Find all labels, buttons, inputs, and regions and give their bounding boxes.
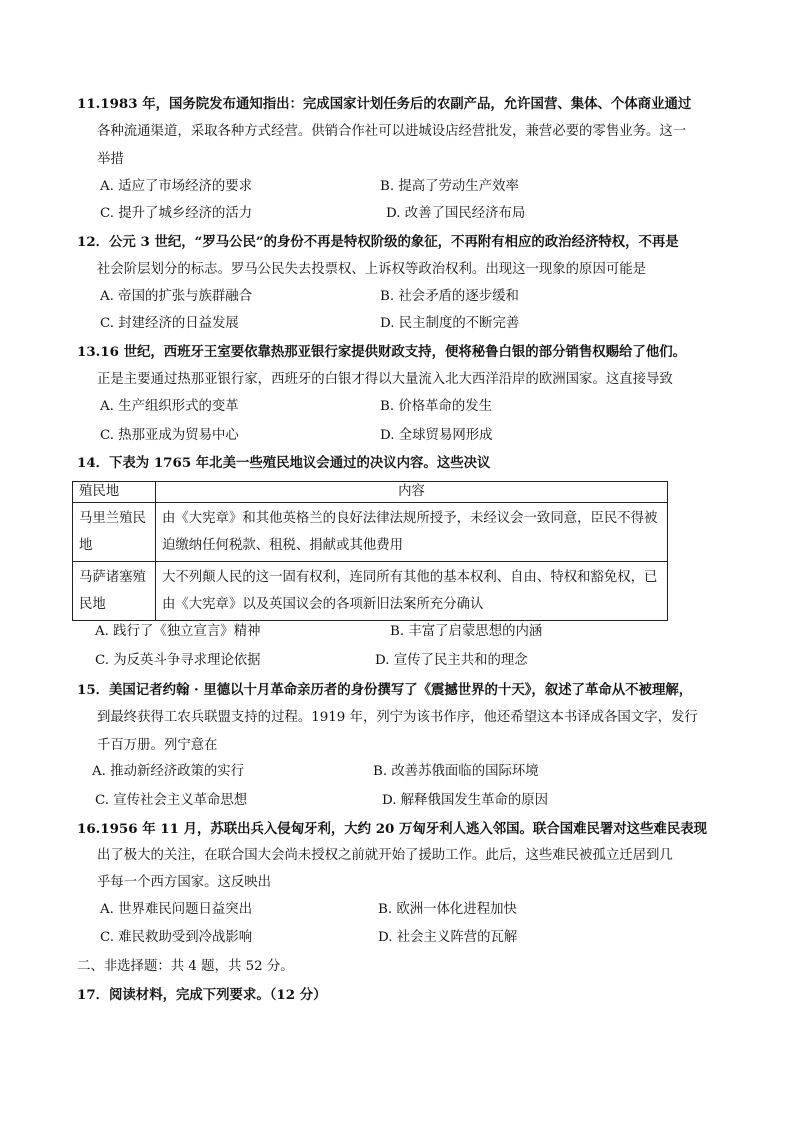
q11-stem-line2: 各种流通渠道，采取各种方式经营。供销合作社可以进城设店经营批发，兼营必要的零售业务。这一 (97, 124, 687, 139)
q13-option-b[interactable]: B. 价格革命的发生 (380, 399, 493, 414)
q12-option-b[interactable]: B. 社会矛盾的逐步缓和 (380, 289, 519, 304)
table-row (73, 503, 668, 562)
q15-stem: 15．美国记者约翰 · 里德以十月革命亲历者的身份撰写了《震撼世界的十天》，叙述了革命从不被理解， (77, 682, 693, 698)
q16-stem-line2: 出了极大的关注，在联合国大会尚未授权之前就开始了援助工作。此后，这些难民被孤立迁居到几 (97, 848, 673, 863)
q14-option-c[interactable]: C. 为反英斗争寻求理论依据 (95, 653, 261, 668)
q11-option-d[interactable]: D. 改善了国民经济布局 (386, 206, 526, 221)
q15-option-c[interactable]: C. 宣传社会主义革命思想 (95, 793, 248, 808)
table-header-content: 内容 (156, 482, 668, 503)
q14-option-d[interactable]: D. 宣传了民主共和的理念 (375, 653, 528, 668)
q11-option-b[interactable]: B. 提高了劳动生产效率 (380, 179, 519, 194)
q12-stem: 12．公元 3 世纪，“罗马公民”的身份不再是特权阶级的象征，不再附有相应的政治经济特权，不再是 (77, 234, 679, 250)
q13-option-c[interactable]: C. 热那亚成为贸易中心 (100, 428, 239, 443)
q13-option-a[interactable]: A. 生产组织形式的变革 (100, 399, 239, 414)
q16-option-b[interactable]: B. 欧洲一体化进程加快 (378, 902, 517, 917)
q17-stem: 17．阅读材料，完成下列要求。（12 分） (77, 987, 327, 1003)
q14-option-b[interactable]: B. 丰富了启蒙思想的内涵 (390, 624, 543, 639)
q15-stem-line3: 千百万册。列宁意在 (97, 738, 218, 753)
q13-stem-line2: 正是主要通过热那亚银行家，西班牙的白银才得以大量流入北大西洋沿岸的欧洲国家。这直接导致 (97, 372, 673, 387)
q11-stem: 11.1983 年，国务院发布通知指出：完成国家计划任务后的农副产品，允许国营、集体、个体商业通过 (77, 96, 692, 112)
q16-stem-line3: 乎每一个西方国家。这反映出 (97, 875, 272, 890)
table-row (73, 562, 668, 621)
q12-option-d[interactable]: D. 民主制度的不断完善 (380, 316, 520, 331)
q16-option-d[interactable]: D. 社会主义阵营的瓦解 (378, 930, 518, 945)
table-header-row (73, 482, 668, 503)
colony-resolutions-table (72, 481, 668, 621)
q16-stem: 16.1956 年 11 月，苏联出兵入侵匈牙利，大约 20 万匈牙利人逃入邻国。联合国难民署对这些难民表现 (77, 821, 707, 837)
q14-stem: 14．下表为 1765 年北美一些殖民地议会通过的决议内容。这些决议 (77, 455, 491, 471)
q15-stem-line2: 到最终获得工农兵联盟支持的过程。1919 年，列宁为该书作序，他还希望这本书译成各国文字，发行 (97, 710, 698, 725)
table-cell-colony: 马萨诸塞殖民地 (73, 562, 156, 621)
q15-option-b[interactable]: B. 改善苏俄面临的国际环境 (373, 764, 539, 779)
q16-option-a[interactable]: A. 世界难民问题日益突出 (100, 902, 253, 917)
q14-option-a[interactable]: A. 践行了《独立宣言》精神 (95, 624, 261, 639)
table-cell-content: 大不列颠人民的这一固有权利，连同所有其他的基本权利、自由、特权和豁免权，已由《大宪章》以及英国议会的各项新旧法案所充分确认 (156, 562, 668, 621)
q11-stem-line3: 举措 (97, 152, 124, 167)
q13-option-d[interactable]: D. 全球贸易网形成 (380, 428, 493, 443)
table-cell-colony: 马里兰殖民地 (73, 503, 156, 562)
q12-option-a[interactable]: A. 帝国的扩张与族群融合 (100, 289, 253, 304)
q16-option-c[interactable]: C. 难民救助受到冷战影响 (100, 930, 253, 945)
q15-option-a[interactable]: A. 推动新经济政策的实行 (92, 764, 245, 779)
q12-option-c[interactable]: C. 封建经济的日益发展 (100, 316, 239, 331)
q13-stem: 13.16 世纪，西班牙王室要依靠热那亚银行家提供财政支持，便将秘鲁白银的部分销售权赐给了他们。 (77, 344, 686, 360)
section-heading: 二、非选择题：共 4 题，共 52 分。 (77, 959, 294, 974)
table-header-colony: 殖民地 (73, 482, 156, 503)
q11-option-c[interactable]: C. 提升了城乡经济的活力 (100, 206, 253, 221)
q11-option-a[interactable]: A. 适应了市场经济的要求 (100, 179, 253, 194)
table-cell-content: 由《大宪章》和其他英格兰的良好法律法规所授予，未经议会一致同意，臣民不得被迫缴纳任何税款、租税、捐献或其他费用 (156, 503, 668, 562)
q12-stem-line2: 社会阶层划分的标志。罗马公民失去投票权、上诉权等政治权利。出现这一现象的原因可能是 (97, 262, 647, 277)
q15-option-d[interactable]: D. 解释俄国发生革命的原因 (382, 793, 549, 808)
